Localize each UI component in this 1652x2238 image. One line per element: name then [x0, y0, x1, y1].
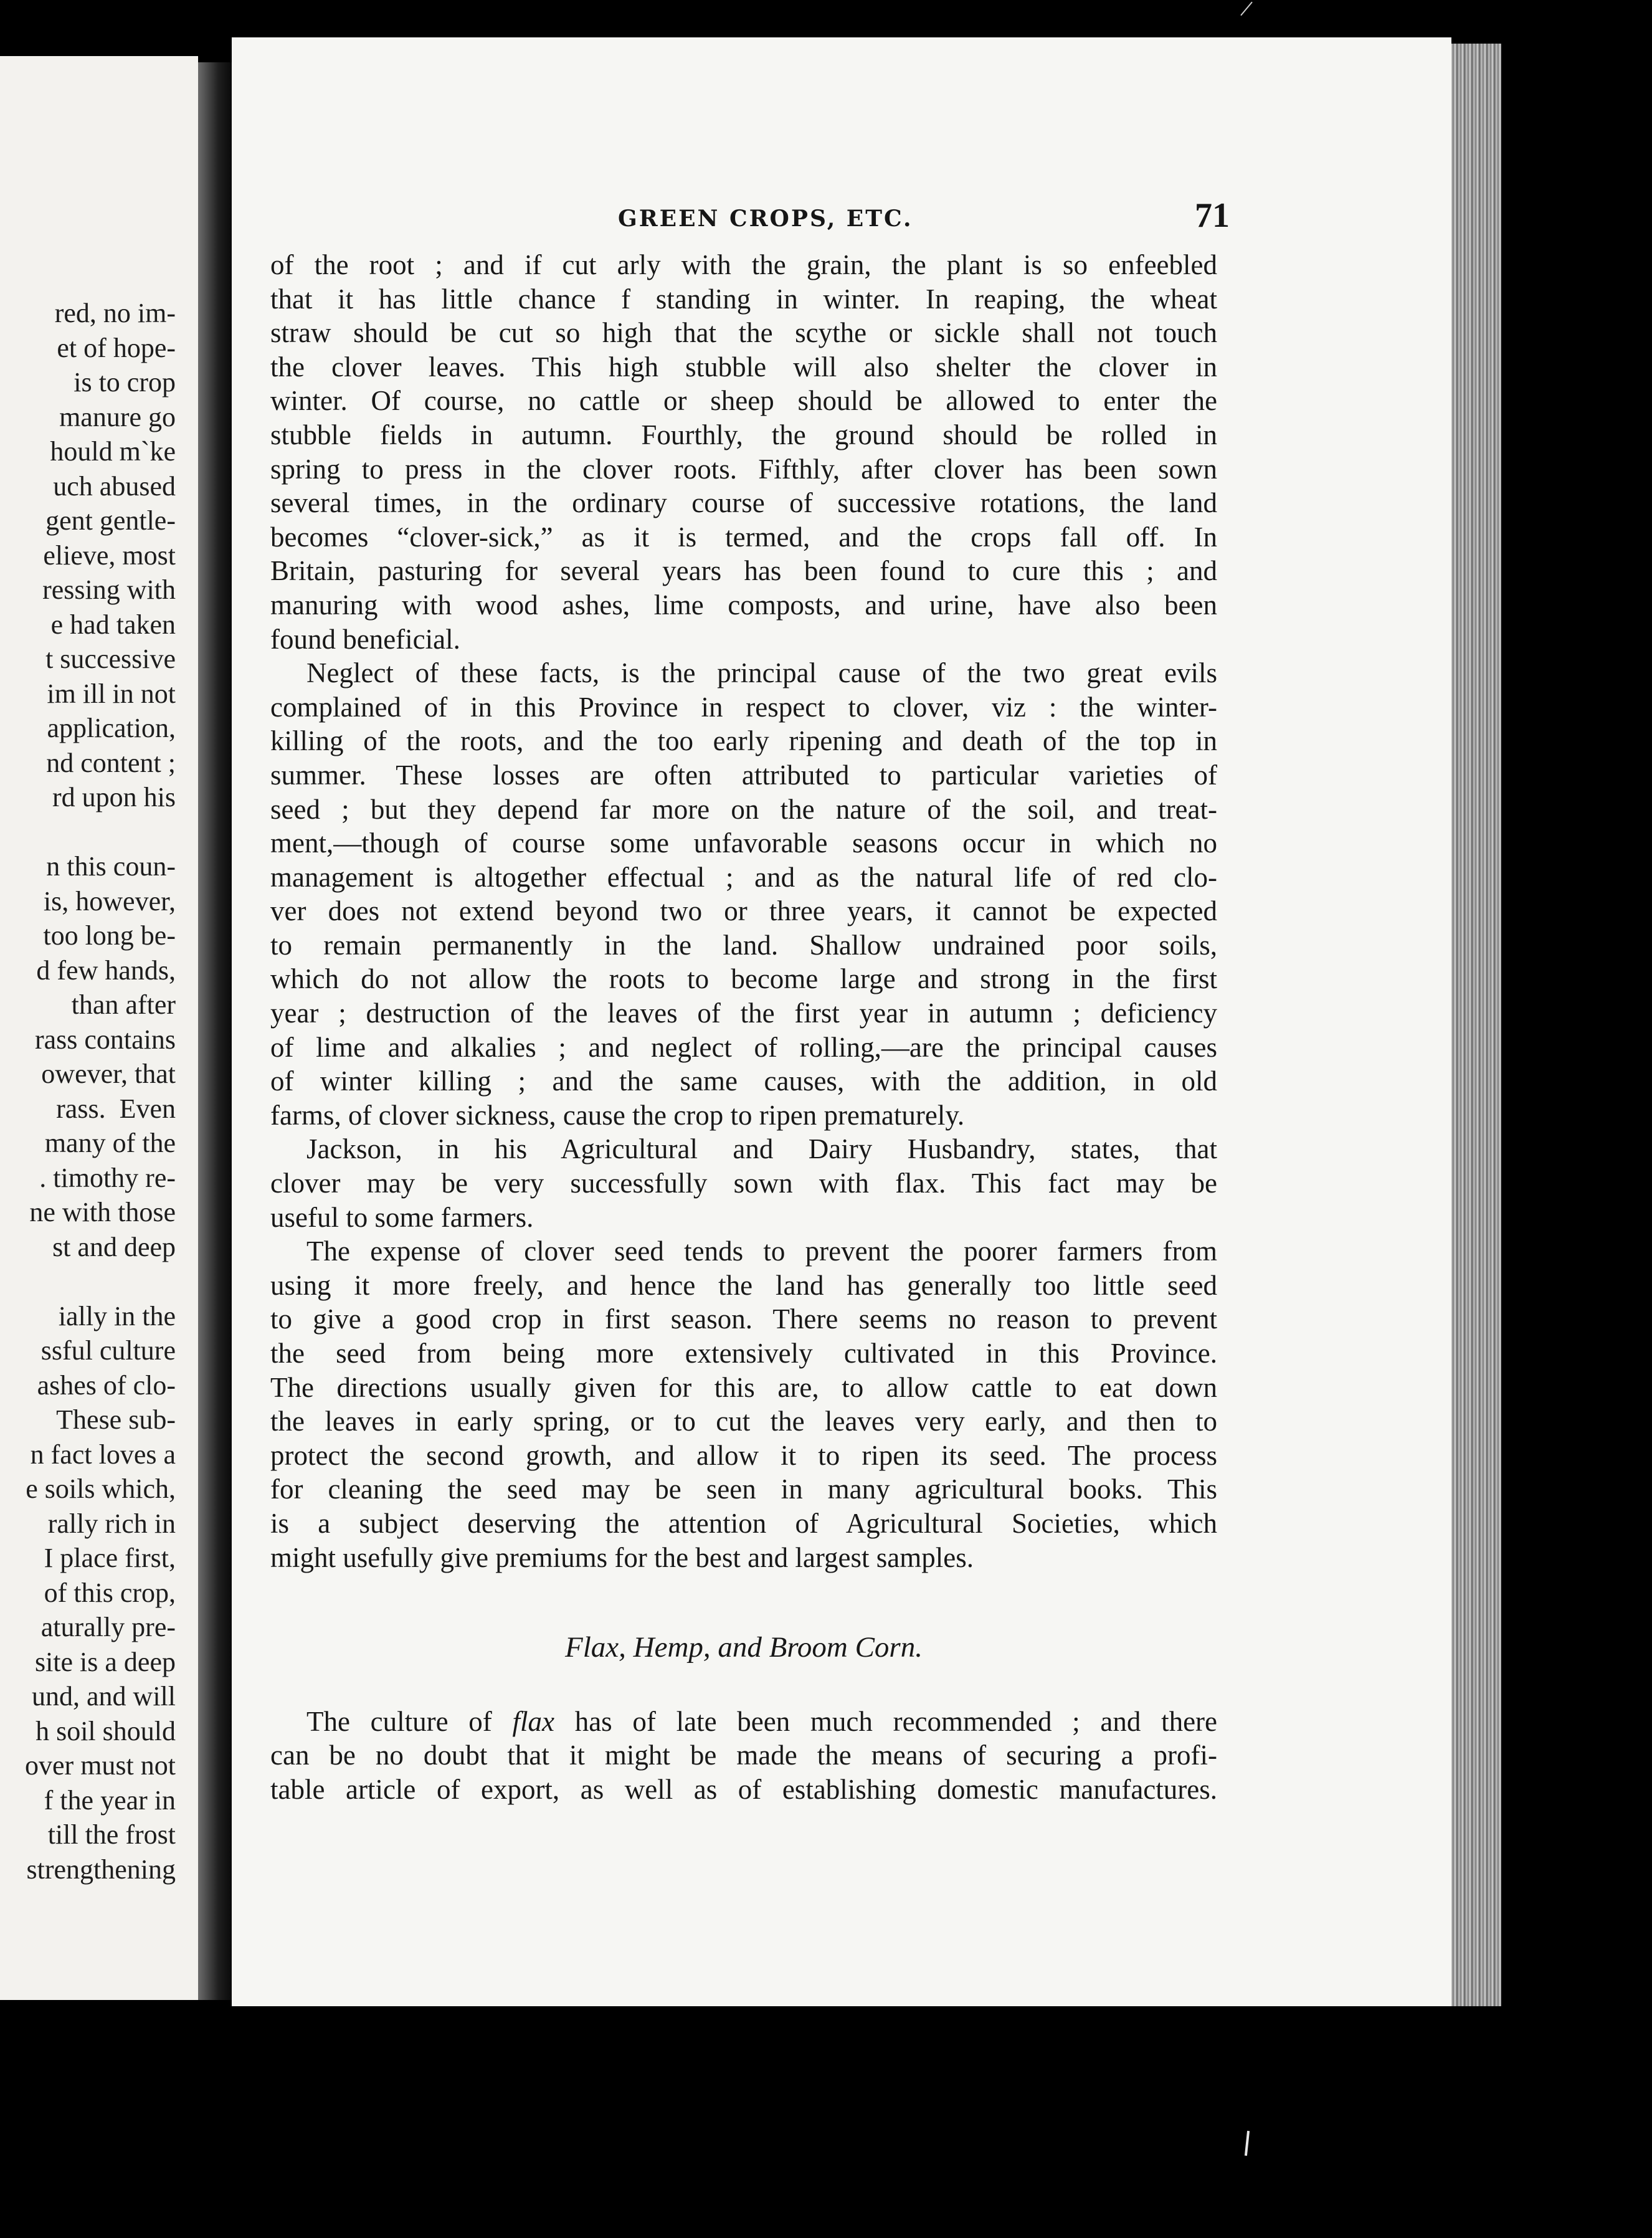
left-page-line: rally rich in: [47, 1508, 176, 1539]
left-page-line: I place first,: [44, 1543, 176, 1573]
paragraph-line: [270, 1705, 1217, 1739]
paragraph-line: the seed from being more extensively cultivated in this Province.: [270, 1338, 1217, 1369]
left-page-line: h soil should: [36, 1715, 176, 1746]
paragraph-line: that it has little chance f standing in winter. In reaping, the wheat: [270, 283, 1217, 315]
line-text: The culture of: [306, 1705, 513, 1737]
paragraph-line: farms, of clover sickness, cause the crop to ripen prematurely.: [270, 1099, 965, 1131]
paragraph-line: several times, in the ordinary course of successive rotations, the land: [270, 487, 1217, 519]
left-page-text: [25, 296, 176, 1887]
paragraphs: [270, 248, 1217, 1574]
paragraph: [270, 1132, 1217, 1234]
paragraph-line: Britain, pasturing for several years has been found to cure this ; and: [270, 555, 1217, 587]
left-page-line: t successive: [45, 644, 176, 674]
left-page-line: [25, 815, 176, 850]
paragraph-line: manuring with wood ashes, lime composts, and urine, have also been: [270, 589, 1217, 621]
italic-word: flax: [512, 1705, 554, 1737]
scan-speck: [1245, 2131, 1250, 2156]
paragraph-line: summer. These losses are often attributed to particular varieties of: [270, 759, 1217, 791]
left-page-line: ressing with: [42, 574, 176, 605]
left-page-line: d few hands,: [36, 955, 176, 986]
left-page-line: than after: [71, 989, 176, 1020]
paragraph-line: The directions usually given for this are, to allow cattle to eat down: [270, 1371, 1217, 1403]
left-page-line: These sub-: [56, 1404, 176, 1435]
left-page-line: ssful culture: [40, 1335, 176, 1366]
paragraph-line: spring to press in the clover roots. Fifthly, after clover has been sown: [270, 453, 1217, 485]
left-page-line: st and deep: [52, 1231, 176, 1262]
left-page-line: rd upon his: [52, 782, 176, 812]
left-page-line: till the frost: [47, 1819, 176, 1850]
left-page-line: red, no im-: [54, 298, 176, 328]
left-page-line: application,: [47, 713, 176, 743]
left-page-line: und, and will: [32, 1681, 176, 1712]
left-page-line: rass. Even: [56, 1093, 176, 1124]
left-page-line: owever, that: [41, 1059, 176, 1089]
paragraph-line: table article of export, as well as of establishing domestic manufactures.: [270, 1773, 1217, 1805]
paragraph-line: of winter killing ; and the same causes, with the addition, in old: [270, 1065, 1217, 1097]
left-page-line: over must not: [25, 1750, 176, 1781]
paragraph-line: Neglect of these facts, is the principal cause of the two great evils: [306, 657, 1217, 689]
left-page-line: uch abused: [53, 470, 176, 502]
line-text: has of late been much recommended ; and there: [554, 1705, 1217, 1737]
paragraph-line: ver does not extend beyond two or three years, it cannot be expected: [270, 895, 1217, 927]
left-page-line: of this crop,: [44, 1577, 176, 1608]
paragraph-line: which do not allow the roots to become large and strong in the first: [270, 963, 1217, 995]
left-page-line: aturally pre-: [40, 1612, 176, 1642]
left-page-line: ashes of clo-: [37, 1369, 176, 1401]
paragraph-line: can be no doubt that it might be made the means of securing a profi-: [270, 1740, 1217, 1771]
left-page: [0, 56, 198, 2000]
left-page-line: ially in the: [58, 1300, 176, 1331]
scan-speck: [1240, 2, 1253, 16]
paragraph-line: stubble fields in autumn. Fourthly, the ground should be rolled in: [270, 419, 1217, 450]
paragraph-line: the clover leaves. This high stubble will also shelter the clover in: [270, 351, 1217, 383]
left-page-line: [25, 1264, 176, 1299]
page-number: 71: [1195, 196, 1230, 235]
paragraph-line: The expense of clover seed tends to prevent the poorer farmers from: [306, 1236, 1217, 1267]
paragraph-line: protect the second growth, and allow it to ripen its seed. The process: [270, 1439, 1217, 1471]
page-edges: [1451, 44, 1501, 2006]
left-page-line: f the year in: [44, 1784, 176, 1816]
paragraph-line: the leaves in early spring, or to cut the leaves very early, and then to: [270, 1406, 1217, 1437]
left-page-line: manure go: [59, 401, 176, 432]
left-page-line: many of the: [44, 1128, 176, 1158]
book-gutter: [198, 62, 232, 2000]
paragraph-line: to give a good crop in first season. There seems no reason to prevent: [270, 1303, 1217, 1335]
left-page-line: . timothy re-: [39, 1162, 176, 1193]
left-page-line: e had taken: [50, 609, 176, 640]
paragraph-line: seed ; but they depend far more on the nature of the soil, and treat-: [270, 793, 1217, 825]
left-page-line: too long be-: [43, 920, 176, 951]
left-page-line: elieve, most: [43, 540, 176, 571]
paragraph-line: straw should be cut so high that the scythe or sickle shall not touch: [270, 317, 1217, 349]
paragraph: [270, 656, 1217, 1132]
paragraph-line: using it more freely, and hence the land has generally too little seed: [270, 1269, 1217, 1301]
paragraph-line: becomes “clover-sick,” as it is termed, and the crops fall off. In: [270, 521, 1217, 553]
book-page: [232, 37, 1451, 2006]
paragraph-line: management is altogether effectual ; and as the natural life of red clo-: [270, 861, 1217, 893]
left-page-line: site is a deep: [34, 1646, 176, 1677]
left-page-line: n fact loves a: [30, 1439, 176, 1470]
paragraph: [270, 1234, 1217, 1574]
left-page-line: et of hope-: [57, 332, 176, 363]
paragraph: [270, 248, 1217, 656]
left-page-line: im ill in not: [47, 678, 176, 709]
left-page-line: n this coun-: [46, 851, 176, 882]
body-text: [270, 248, 1217, 1807]
paragraph-line: might usefully give premiums for the best and largest samples.: [270, 1541, 974, 1573]
section-heading: Flax, Hemp, and Broom Corn.: [565, 1631, 923, 1664]
paragraph-line: year ; destruction of the leaves of the first year in autumn ; deficiency: [270, 998, 1217, 1029]
left-page-line: e soils which,: [26, 1474, 176, 1504]
paragraph-line: of the root ; and if cut arly with the grain, the plant is so enfeebled: [270, 249, 1217, 280]
paragraph-line: is a subject deserving the attention of Agricultural Societies, which: [270, 1507, 1217, 1539]
paragraph-line: Jackson, in his Agricultural and Dairy Husbandry, states, that: [306, 1133, 1217, 1165]
paragraph-line: complained of in this Province in respect to clover, viz : the winter-: [270, 691, 1217, 723]
paragraph-line: for cleaning the seed may be seen in many agricultural books. This: [270, 1474, 1217, 1505]
left-page-line: is to crop: [74, 367, 176, 398]
paragraph-line: of lime and alkalies ; and neglect of rolling,—are the principal causes: [270, 1031, 1217, 1063]
paragraph-line: clover may be very successfully sown with flax. This fact may be: [270, 1168, 1217, 1199]
paragraph-line: ment,—though of course some unfavorable seasons occur in which no: [270, 827, 1217, 859]
paragraph-line: winter. Of course, no cattle or sheep should be allowed to enter the: [270, 385, 1217, 417]
left-page-line: strengthening: [26, 1854, 176, 1885]
left-page-line: gent gentle-: [45, 505, 176, 536]
paragraph-line: killing of the roots, and the too early ripening and death of the top in: [270, 725, 1217, 757]
paragraph-line: useful to some farmers.: [270, 1201, 534, 1233]
paragraph-line: to remain permanently in the land. Shallow undrained poor soils,: [270, 929, 1217, 961]
left-page-line: hould m`ke: [50, 436, 176, 467]
left-page-line: nd content ;: [46, 747, 176, 778]
page-header: [232, 196, 1451, 249]
left-page-line: is, however,: [43, 885, 176, 917]
paragraph-line: found beneficial.: [270, 623, 460, 655]
left-page-line: rass contains: [34, 1024, 176, 1055]
running-title: GREEN CROPS, ETC.: [618, 206, 913, 232]
left-page-line: ne with those: [29, 1197, 176, 1227]
final-paragraph: [270, 1705, 1217, 1807]
